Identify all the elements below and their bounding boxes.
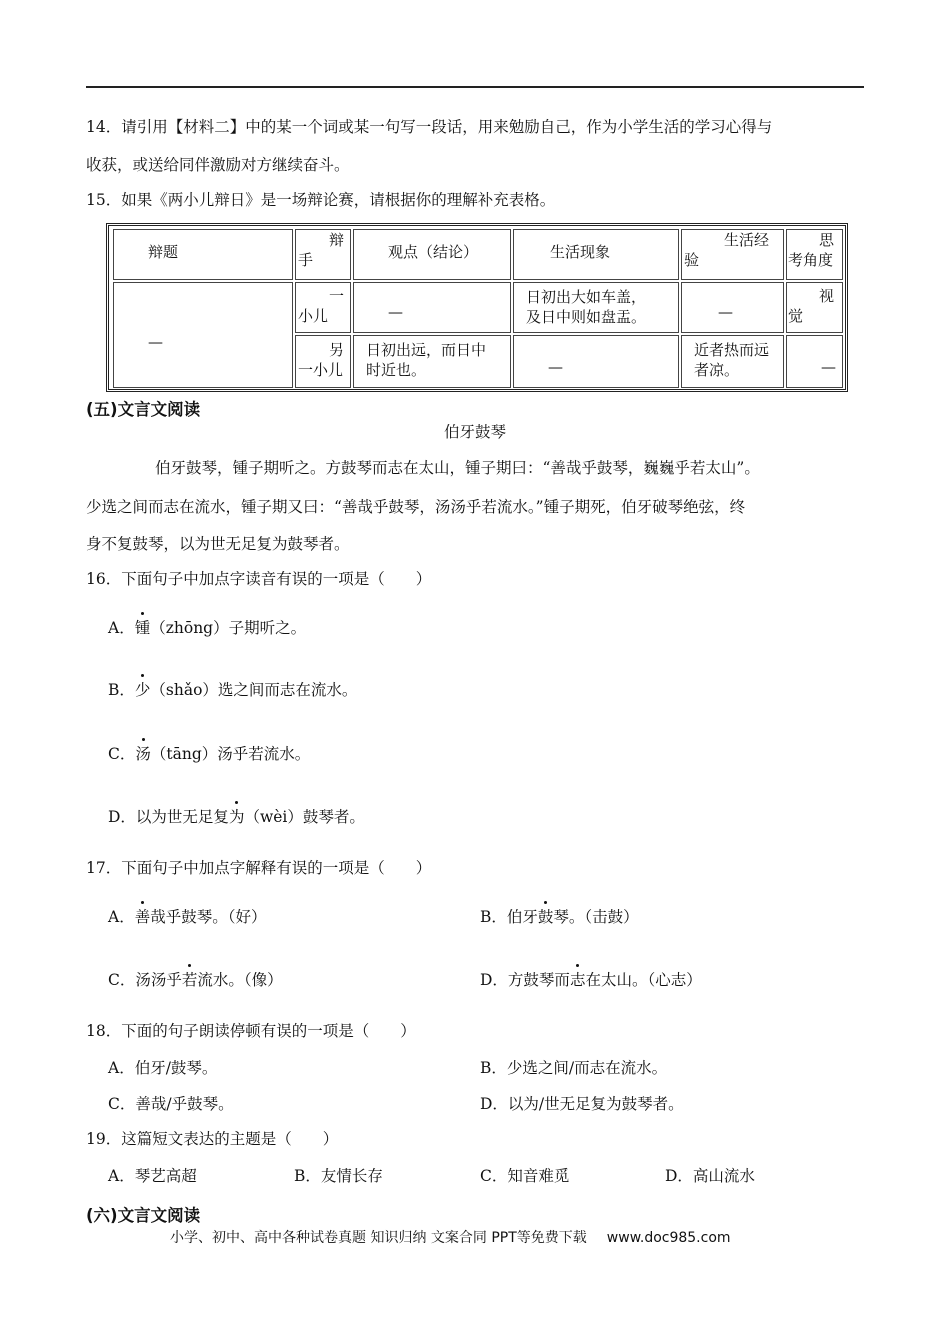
q19-option-b[interactable]: B．友情长存 [294, 1167, 383, 1185]
r1-angle: 视 觉 [786, 282, 843, 333]
r2-debater: 另 一小儿 [295, 335, 351, 388]
passage-line-2: 少选之间而志在流水，锺子期又曰：“善哉乎鼓琴，汤汤乎若流水。”锺子期死，伯牙破琴绝弦，终 [86, 498, 746, 516]
footer [170, 1227, 731, 1247]
section-6-heading: (六)文言文阅读 [86, 1206, 201, 1225]
header-rule [86, 86, 864, 88]
r2-view: 日初出远，而日中 时近也。 [353, 335, 511, 388]
r1-view: — [353, 282, 511, 333]
q19-option-a[interactable]: A．琴艺高超 [108, 1167, 197, 1185]
r1-experience: — [681, 282, 784, 333]
q18-option-a[interactable]: A．伯牙/鼓琴。 [108, 1059, 218, 1077]
passage-line-3: 身不复鼓琴，以为世无足复为鼓琴者。 [86, 535, 350, 553]
q18-option-b[interactable]: B．少选之间/而志在流水。 [480, 1059, 668, 1077]
q14-line-1: 14．请引用【材料二】中的某一个词或某一句写一段话，用来勉励自己，作为小学生活的学习心得与 [86, 118, 773, 136]
th-phenomenon: 生活现象 [513, 229, 679, 280]
q17-option-c[interactable]: C．汤汤乎若流水。（像） [108, 971, 283, 989]
q16-option-c[interactable]: C．汤（tāng）汤乎若流水。 [108, 745, 311, 763]
th-view: 观点（结论） [353, 229, 511, 280]
q19-stem: 19．这篇短文表达的主题是（ ） [86, 1130, 339, 1148]
q14-line-2: 收获，或送给同伴激励对方继续奋斗。 [86, 156, 350, 174]
debate-table [106, 223, 848, 392]
q18-option-d[interactable]: D．以为/世无足复为鼓琴者。 [480, 1095, 684, 1113]
q16-option-b[interactable]: B．少（shǎo）选之间而志在流水。 [108, 681, 358, 699]
r1-debater: 一 小儿 [295, 282, 351, 333]
footer-text: 小学、初中、高中各种试卷真题 知识归纳 文案合同 PPT等免费下载 [170, 1230, 587, 1246]
q15-stem: 15．如果《两小儿辩日》是一场辩论赛，请根据你的理解补充表格。 [86, 191, 556, 209]
th-topic: 辩题 [113, 229, 293, 280]
footer-url[interactable]: www.doc985.com [606, 1230, 731, 1246]
th-angle: 思 考角度 [786, 229, 843, 280]
r2-angle: — [786, 335, 843, 388]
r1-phenomenon: 日初出大如车盖， 及日中则如盘盂。 [513, 282, 679, 333]
q18-stem: 18．下面的句子朗读停顿有误的一项是（ ） [86, 1022, 416, 1040]
q19-option-d[interactable]: D．高山流水 [665, 1167, 755, 1185]
q17-option-d[interactable]: D．方鼓琴而志在太山。（心志） [480, 971, 702, 989]
q19-option-c[interactable]: C．知音难觅 [480, 1167, 570, 1185]
q16-option-d[interactable]: D．以为世无足复为（wèi）鼓琴者。 [108, 808, 365, 826]
th-debater: 辩 手 [295, 229, 351, 280]
section-5-heading: (五)文言文阅读 [86, 400, 201, 419]
th-experience: 生活经 验 [681, 229, 784, 280]
passage-line-1: 伯牙鼓琴，锺子期听之。方鼓琴而志在太山，锺子期曰：“善哉乎鼓琴，巍巍乎若太山”。 [155, 459, 760, 477]
r2-experience: 近者热而远 者凉。 [681, 335, 784, 388]
q17-option-b[interactable]: B．伯牙鼓琴。（击鼓） [480, 908, 639, 926]
passage-title: 伯牙鼓琴 [443, 423, 506, 441]
r2-phenomenon: — [513, 335, 679, 388]
q18-option-c[interactable]: C．善哉/乎鼓琴。 [108, 1095, 234, 1113]
topic-cell: — [113, 282, 293, 388]
q16-stem: 16．下面句子中加点字读音有误的一项是（ ） [86, 570, 432, 588]
q17-option-a[interactable]: A．善哉乎鼓琴。（好） [108, 908, 267, 926]
q17-stem: 17．下面句子中加点字解释有误的一项是（ ） [86, 859, 432, 877]
q16-option-a[interactable]: A．锺（zhōng）子期听之。 [108, 619, 307, 637]
